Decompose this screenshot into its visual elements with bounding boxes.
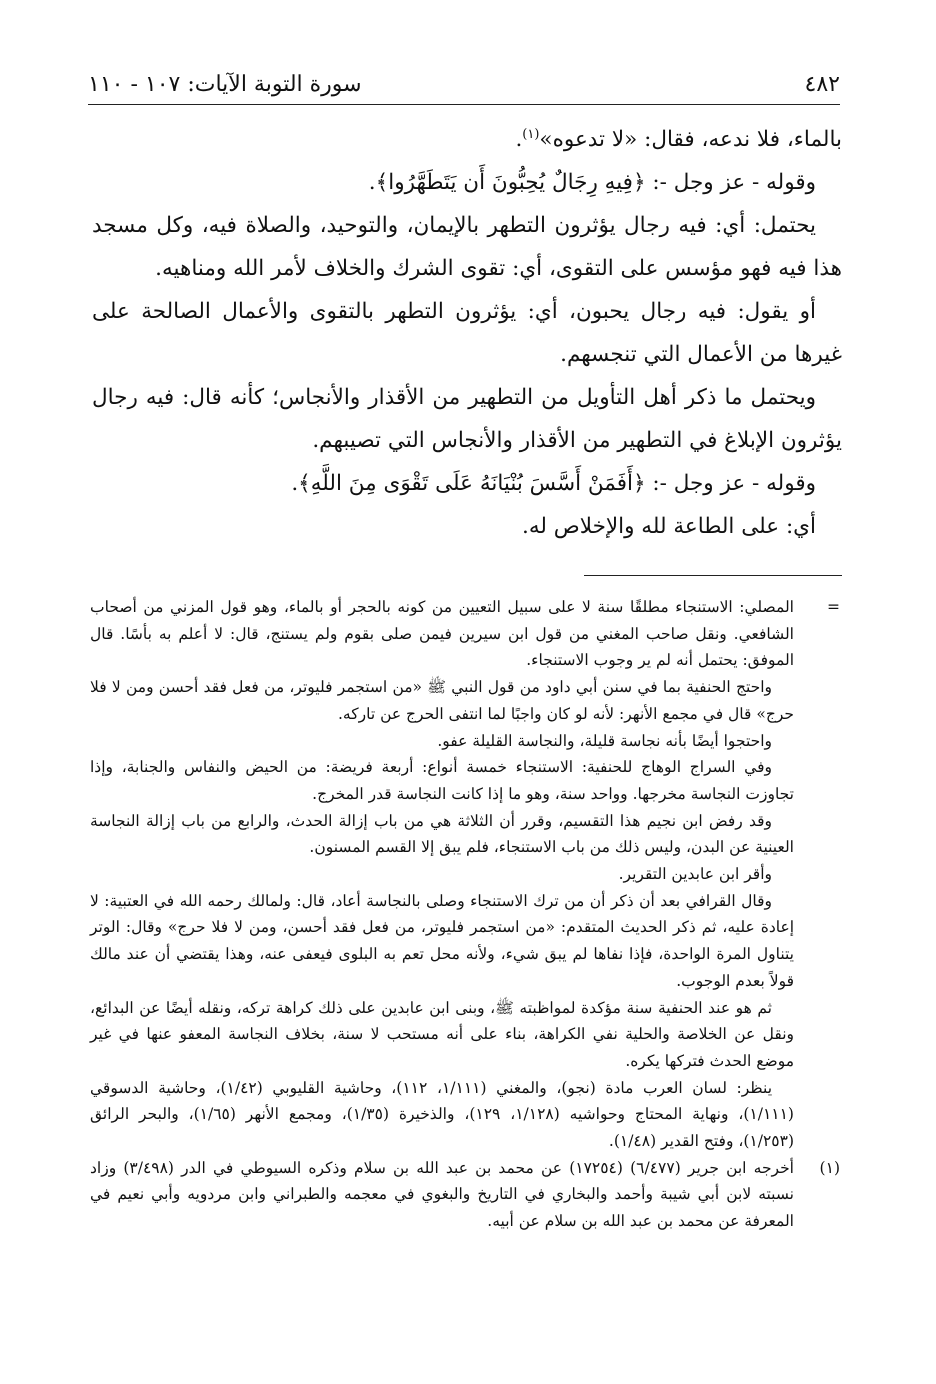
main-text (92, 118, 842, 548)
footnote-ref-1: (١) (522, 126, 540, 142)
header-divider (88, 104, 840, 105)
paragraph-1-text: بالماء، فلا ندعه، فقال: «لا تدعوه» (539, 127, 842, 152)
paragraph-6-end: . (291, 471, 299, 496)
footnote-paragraph: وقال القرافي بعد أن ذكر أن من ترك الاستنجاء وصلى بالنجاسة أعاد، قال: ولمالك رحمه الله في العتبية: لا إعادة عليه، ثم ذكر الحديث المتقدم: «من استجمر فليوتر، من فعل فقد أحسن، ومن لا فلا حرج» وقال: الوتر يتناول المرة الواحدة، فإذا نفاها لم يبق شيء، ولأنه محل تعم به البلوى فيعفى عنه، وهذا يقتضي أن عند مالك قولاً بعدم الوجوب. (90, 891, 794, 990)
paragraph-7: أي: على الطاعة لله والإخلاص له. (522, 514, 816, 539)
footnote-paragraph: وأقر ابن عابدين التقرير. (618, 865, 772, 884)
page-header (88, 62, 840, 100)
paragraph-4: أو يقول: فيه رجال يحبون، أي: يؤثرون التطهر بالتقوى والأعمال الصالحة على غيرها من الأعمال التي تنجسهم. (92, 299, 842, 367)
paragraph-3: يحتمل: أي: فيه رجال يؤثرون التطهر بالإيمان، والتوحيد، والصلاة فيه، وكل مسجد هذا فيه فهو مؤسس على التقوى، أي: تقوى الشرك والخلاف لأمر الله ومناهيه. (92, 213, 842, 281)
footnote-continued (90, 594, 840, 674)
paragraph-6 (92, 462, 842, 505)
footnote-1-text: أخرجه ابن جرير (٦/٤٧٧) (١٧٢٥٤) عن محمد بن عبد الله بن سلام وذكره السيوطي في الدر (٣/٤٩٨) وزاد نسبته لابن أبي شيبة وأحمد والبخاري في التاريخ والبغوي في معجمه والطبراني وابن مردويه وأبي نعيم في المعرفة عن محمد بن عبد الله بن سلام عن أبيه. (90, 1158, 794, 1231)
footnote-paragraph: واحتجوا أيضًا بأنه نجاسة قليلة، والنجاسة القليلة عفو. (437, 731, 772, 750)
running-title: سورة التوبة الآيات: ١٠٧ - ١١٠ (88, 72, 362, 97)
paragraph-5: ويحتمل ما ذكر أهل التأويل من التطهير من الأقذار والأنجاس؛ كأنه قال: فيه رجال يؤثرون الإبلاغ في التطهير من الأقذار والأنجاس التي تصيبهم. (92, 385, 842, 453)
footnote-1 (90, 1155, 840, 1235)
verse-intro: وقوله - عز وجل -: (645, 170, 816, 195)
footnotes (90, 594, 840, 1235)
quran-verse-2: ﴿أَفَمَنْ أَسَّسَ بُنْيَانَهُ عَلَى تَقْوَى مِنَ اللَّهِ﴾ (298, 471, 646, 496)
footnote-references: ينظر: لسان العرب مادة (نجو)، والمغني (١/١١١، ١١٢)، وحاشية القليوبي (١/٤٢)، وحاشية الدسوقي (١/١١١)، ونهاية المحتاج وحواشيه (١/١٢٨، ١٢٩)، والذخيرة (١/٣٥)، ومجمع الأنهر (١/٦٥)، والبحر الرائق (١/٢٥٣)، وفتح القدير (١/٤٨). (90, 1078, 794, 1151)
verse-intro: وقوله - عز وجل -: (645, 471, 816, 496)
footnote-continued-text: المصلي: الاستنجاء مطلقًا سنة لا على سبيل التعيين من كونه بالحجر أو بالماء، وهو قول المزني من أصحاب الشافعي. ونقل صاحب المغني من قول ابن سيرين فيمن صلى بقوم ولم يستنج، قال: لا أعلم به بأسًا. قال الموفق: يحتمل أنه لم ير وجوب الاستنجاء. (90, 598, 794, 670)
continuation-mark: = (827, 598, 840, 616)
paragraph-1 (92, 118, 842, 161)
page-number: ٤٨٢ (804, 72, 840, 97)
footnote-paragraph: واحتج الحنفية بما في سنن أبي داود من قول النبي ﷺ «من استجمر فليوتر، من فعل فقد أحسن ومن لا فلا حرج» قال في مجمع الأنهر: لأنه لو كان واجبًا لما انتفى الحرج عن تاركه. (90, 678, 794, 723)
quran-verse-1: ﴿فِيهِ رِجَالٌ يُحِبُّونَ أَن يَتَطَهَّرُوا﴾ (375, 170, 646, 195)
paragraph-2-end: . (368, 170, 376, 195)
paragraph-2 (92, 161, 842, 204)
footnote-1-number: (١) (819, 1158, 840, 1177)
paragraph-1-end: . (515, 127, 523, 152)
footnote-paragraph: وفي السراج الوهاج للحنفية: الاستنجاء خمسة أنواع: أربعة فريضة: من الحيض والنفاس والجنابة، وإذا تجاوزت النجاسة مخرجها. وواحد سنة، وهو ما إذا كانت النجاسة قدر المخرج. (90, 758, 794, 803)
footnote-paragraph: وقد رفض ابن نجيم هذا التقسيم، وقرر أن الثلاثة هي من باب إزالة الحدث، والرابع من باب إزالة النجاسة العينية عن البدن، وليس ذلك من باب الاستنجاء، فلم يبق إلا القسم المسنون. (90, 811, 794, 857)
footnote-paragraph: ثم هو عند الحنفية سنة مؤكدة لمواظبته ﷺ، وبنى ابن عابدين على ذلك كراهة تركه، ونقله أيضًا عن البدائع، ونقل عن الخلاصة والحلية نفي الكراهة، بناء على أنه مستحب لا سنة، بخلاف النجاسة المعفو عنها في غير موضع الحدث فتركها يكره. (90, 998, 794, 1070)
footnote-divider (584, 575, 842, 576)
